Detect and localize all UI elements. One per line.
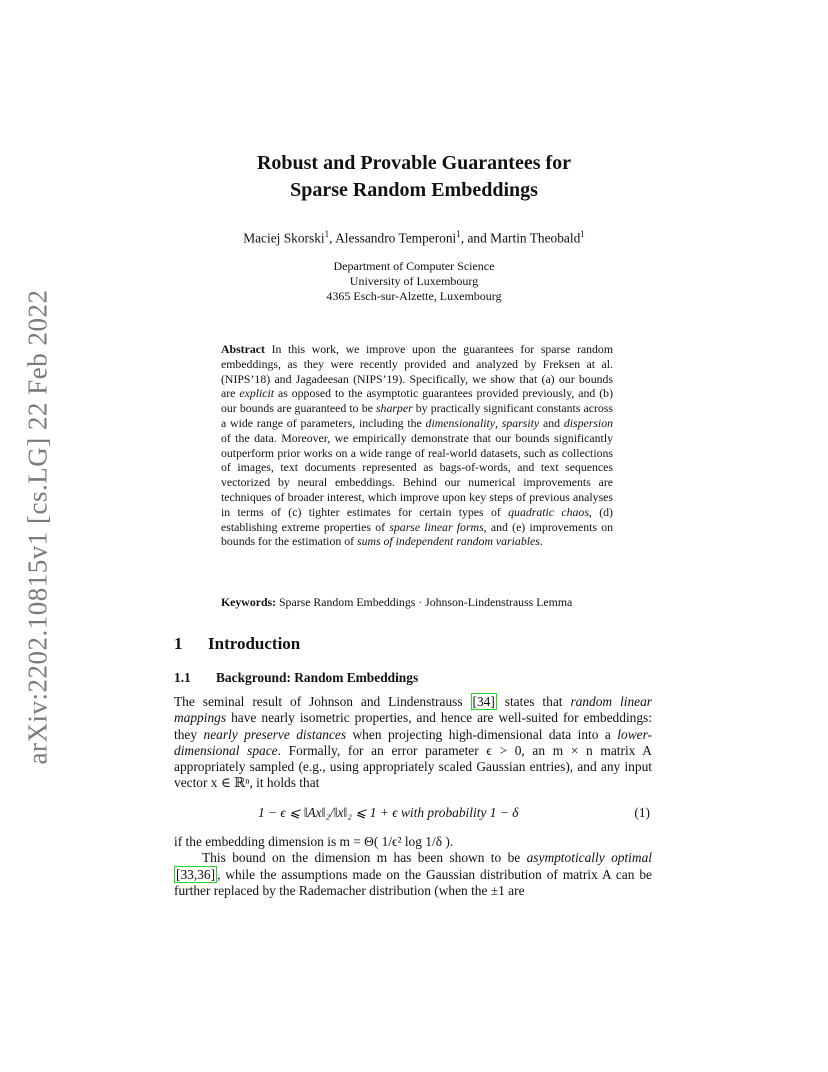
paragraph-text: , while the assumptions made on the Gaussian distribution of matrix A can be further replaced by the Rademacher distribution (when the ±1 are	[174, 866, 652, 898]
affiliation-univ: University of Luxembourg	[349, 274, 479, 288]
paragraph-emph: random linear mappings	[174, 694, 653, 726]
abstract-emph: sparse linear forms	[389, 519, 484, 534]
affiliation-dept: Department of Computer Science	[333, 259, 495, 273]
section-title: Introduction	[208, 634, 301, 653]
arxiv-sidebar	[18, 289, 58, 765]
affiliation-address: 4365 Esch-sur-Alzette, Luxembourg	[326, 289, 502, 303]
paragraph-2	[174, 834, 652, 899]
abstract-text: ,	[495, 415, 502, 430]
abstract-text: , (d) establishing extreme properties of	[221, 504, 613, 534]
abstract-emph: sparsity	[501, 415, 540, 430]
abstract-text: In this work, we improve upon the guarantees for sparse random embeddings, as they were recently provided and analyzed by Freksen at al. (NIPS’18) and Jagadeesan (NIPS’19). Specifically, we show that (a) our bounds are	[221, 342, 613, 401]
citation-link[interactable]: [34]	[472, 694, 495, 709]
abstract-emph: dimensionality	[425, 415, 496, 430]
paragraph-emph: asymptotically optimal	[526, 850, 652, 866]
abstract-text: as opposed to the asymptotic guarantees provided previously, and (b) our bounds are guaranteed to be	[221, 386, 614, 416]
equation-number: (1)	[634, 805, 650, 820]
section-heading	[174, 634, 300, 654]
paragraph-text: The seminal result of Johnson and Lindenstrauss	[174, 694, 471, 709]
paragraph-line: if the embedding dimension is m = Θ( 1/ϵ² log 1/δ ).	[174, 834, 454, 849]
abstract-emph: quadratic chaos	[508, 504, 589, 519]
paragraph-text: states that	[496, 694, 571, 709]
author-3: Martin Theobald	[490, 230, 581, 246]
abstract-emph: sharper	[375, 401, 413, 416]
abstract-text: , and (e) improvements on bounds for the estimation of	[221, 519, 614, 549]
paragraph-emph: lower-dimensional space	[174, 726, 652, 758]
affil-mark: 1	[580, 229, 585, 239]
equation-expression: 1 − ϵ ⩽ ‖Ax‖₂/‖x‖₂ ⩽ 1 + ϵ with probability 1 − δ	[258, 805, 519, 820]
abstract-emph: dispersion	[563, 415, 613, 430]
affil-mark: 1	[324, 229, 330, 239]
title-line-1: Robust and Provable Guarantees for	[256, 152, 572, 174]
keywords	[221, 595, 641, 610]
abstract-emph: sums of independent random variables	[356, 534, 540, 549]
keywords-text: Sparse Random Embeddings · Johnson-Lindenstrauss Lemma	[279, 595, 573, 609]
arxiv-identifier: arXiv:2202.10815v1 [cs.LG] 22 Feb 2022	[22, 289, 53, 765]
paragraph-text: . Formally, for an error parameter ϵ > 0, an m × n matrix A appropriately sampled (e.g., using appropriately scaled Gaussian entries), and any input vector x ∈ ℝⁿ, it holds that	[174, 742, 652, 791]
keywords-label: Keywords:	[221, 595, 277, 609]
abstract	[221, 342, 613, 549]
abstract-text: and	[539, 415, 564, 430]
subsection-title: Background: Random Embeddings	[216, 670, 419, 685]
paragraph-text: have nearly isometric properties, and hence are well-suited for embeddings: they	[174, 710, 652, 742]
abstract-label: Abstract	[221, 342, 265, 356]
paragraph-text: This bound on the dimension m has been shown to be	[202, 850, 527, 866]
abstract-text: .	[539, 534, 543, 549]
citation-link[interactable]: [33,36]	[176, 866, 216, 882]
section-number: 1	[174, 634, 183, 653]
title-line-2: Sparse Random Embeddings	[290, 179, 538, 201]
abstract-emph: explicit	[239, 386, 275, 401]
author-list: Maciej Skorski$^1$, Alessandro Temperoni$^1$, and Martin Theobald$^1$	[243, 229, 585, 246]
abstract-text: of the data. Moreover, we empirically demonstrate that our bounds significantly outperform prior works on a wide range of real-world datasets, such as collections of images, text documents represented as bags-of-words, and text sequences vectorized by neural embeddings. Behind our numerical improvements are techniques of broader interest, which improve upon key steps of previous analyses in terms of (c) tighter estimates for certain types of	[221, 430, 613, 519]
abstract-text: by practically significant constants across a wide range of parameters, including the	[221, 401, 613, 430]
paragraph-text-block	[174, 850, 652, 899]
affiliation	[0, 259, 828, 304]
paragraph-1	[174, 694, 652, 792]
paragraph-emph: nearly preserve distances	[203, 726, 347, 742]
author-1: Maciej Skorski	[243, 230, 325, 246]
author-2: Alessandro Temperoni	[335, 230, 457, 246]
subsection-heading	[174, 670, 418, 686]
paragraph-text: when projecting high-dimensional data into a	[346, 726, 618, 742]
subsection-number: 1.1	[174, 670, 191, 685]
paper-title	[0, 150, 828, 204]
affil-mark: 1	[456, 229, 461, 239]
